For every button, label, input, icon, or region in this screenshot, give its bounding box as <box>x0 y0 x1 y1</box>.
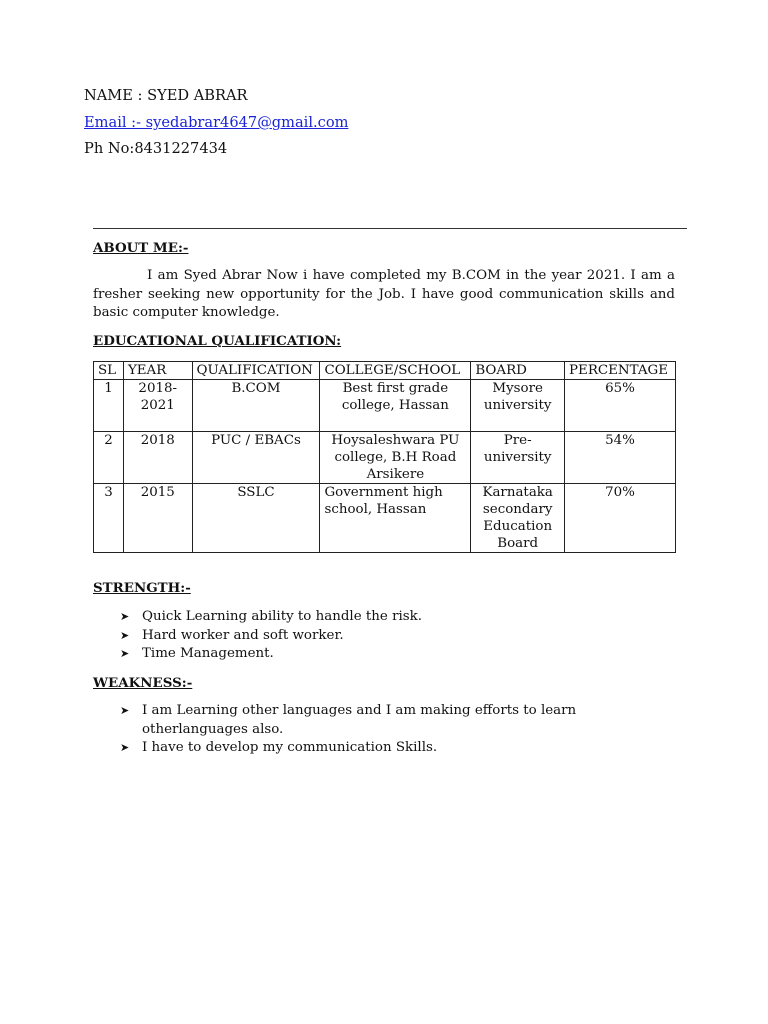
weakness-heading: WEAKNESS:- <box>93 675 193 691</box>
candidate-name: NAME : SYED ABRAR <box>84 87 248 104</box>
list-item <box>120 645 422 664</box>
list-item-text: Time Management. <box>142 646 274 661</box>
list-item <box>120 608 422 627</box>
board-cell: Pre-university <box>471 432 565 484</box>
arrow-bullet-icon: ➤ <box>120 628 130 642</box>
year-cell: 2018-2021 <box>123 380 192 432</box>
sl-cell: 1 <box>94 380 124 432</box>
arrow-bullet-icon: ➤ <box>120 610 130 623</box>
about-text: I am Syed Abrar Now i have completed my B.COM in the year 2021. I am a fresher seeking new opportunity for the Job. I have good communication skills and basic computer knowledge. <box>93 268 675 320</box>
about-heading: ABOUT ME:- <box>93 240 189 256</box>
phone-number: Ph No:8431227434 <box>84 140 228 157</box>
college-cell: Hoysaleshwara PU college, B.H Road Arsikere <box>320 432 471 484</box>
strength-heading: STRENGTH:- <box>93 580 191 596</box>
board-cell: Mysore university <box>471 380 565 432</box>
board-cell: Karnataka secondary Education Board <box>471 484 565 553</box>
list-item-text: I have to develop my communication Skills. <box>142 740 438 755</box>
horizontal-divider <box>93 228 687 229</box>
education-table <box>93 361 676 553</box>
list-item <box>120 739 680 758</box>
list-item-text: Quick Learning ability to handle the risk. <box>142 609 423 624</box>
email-link[interactable]: Email :- syedabrar4647@gmail.com <box>84 114 349 131</box>
sl-cell: 3 <box>94 484 124 553</box>
column-header: QUALIFICATION <box>192 362 320 380</box>
column-header: PERCENTAGE <box>565 362 676 380</box>
arrow-bullet-icon: ➤ <box>120 741 130 754</box>
column-header: YEAR <box>123 362 192 380</box>
arrow-bullet-icon: ➤ <box>120 647 130 660</box>
qualification-cell: PUC / EBACs <box>192 432 320 484</box>
table-row <box>94 432 676 484</box>
strength-list <box>120 608 422 664</box>
column-header: COLLEGE/SCHOOL <box>320 362 471 380</box>
percentage-cell: 70% <box>565 484 676 553</box>
college-cell: Best first grade college, Hassan <box>320 380 471 432</box>
year-cell: 2015 <box>123 484 192 553</box>
column-header: BOARD <box>471 362 565 380</box>
qualification-cell: B.COM <box>192 380 320 432</box>
list-item-text: Hard worker and soft worker. <box>142 627 344 643</box>
table-row <box>94 380 676 432</box>
percentage-cell: 54% <box>565 432 676 484</box>
percentage-cell: 65% <box>565 380 676 432</box>
about-paragraph <box>93 267 675 323</box>
table-header-row <box>94 362 676 380</box>
list-item <box>120 627 422 646</box>
qualification-cell: SSLC <box>192 484 320 553</box>
list-item <box>120 702 680 739</box>
arrow-bullet-icon: ➤ <box>120 704 130 717</box>
year-cell: 2018 <box>123 432 192 484</box>
table-row <box>94 484 676 553</box>
sl-cell: 2 <box>94 432 124 484</box>
education-heading: EDUCATIONAL QUALIFICATION: <box>93 333 342 349</box>
column-header: SL <box>94 362 124 380</box>
weakness-list <box>120 702 680 758</box>
list-item-text: I am Learning other languages and I am making efforts to learn otherlanguages also. <box>142 703 577 737</box>
college-cell: Government high school, Hassan <box>320 484 471 553</box>
